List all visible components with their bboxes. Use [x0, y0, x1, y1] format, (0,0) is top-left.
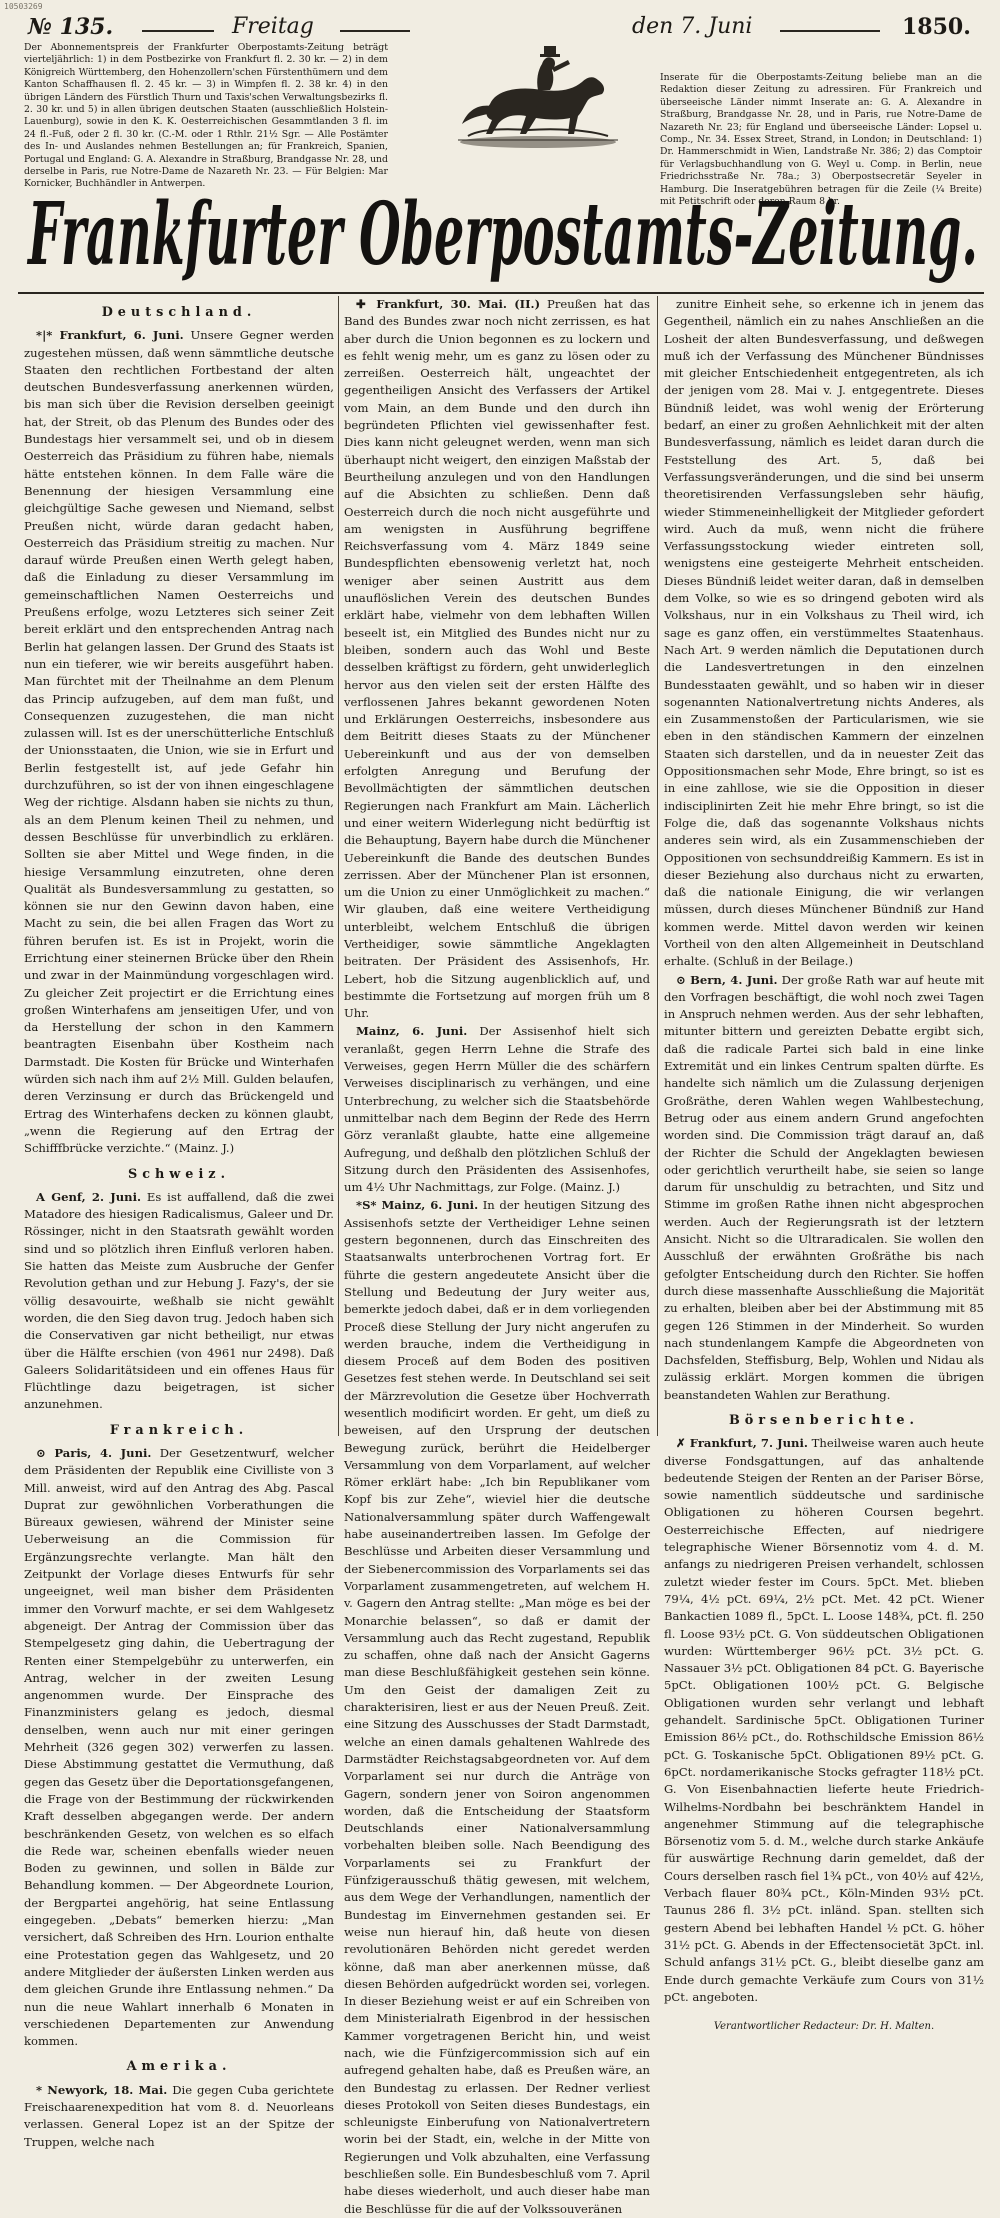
dateline: *|* Frankfurt, 6. Juni.	[36, 328, 184, 343]
header-rule	[142, 30, 214, 32]
header-rule	[340, 30, 410, 32]
article-text: Preußen hat das Band des Bundes zwar noch nicht zerrissen, es hat aber durch die Union begonnen es zu lockern und es fehlt wenig mehr, um es ganz zu lösen oder zu zerreißen. Oesterreich hält, ungeachtet der gegentheiligen Ansicht des Verfassers der Artikel vom Main, an dem Bunde und den durch ihn begründeten Pflichten viel gewissenhafter fest. Dies kann nicht geleugnet werden, wenn man sich überhaupt nicht weigert, den einzigen Maßstab der Beurtheilung anzulegen und von den Handlungen auf die Absichten zu schließen. Denn daß Oesterreich durch die noch nicht ausgeführte und am wenigsten in Ausführung begriffene Reichsverfassung vom 4. März 1849 seine Bundespflichten ebensowenig verletzt hat, noch weniger aber seinen Austritt aus dem unauflöslichen Verein des deutschen Bundes erklärt habe, vielmehr von dem lebhaften Willen beseelt ist, ein Mitglied des Bundes nicht nur zu bleiben, sondern auch das Wohl und Beste desselben kräftigst zu fördern, geht unwiderleglich hervor aus den vielen seit der ersten Hälfte des verflossenen Jahres bekannt gewordenen Noten und Erklärungen Oesterreichs, insbesondere aus dem Beitritt dieses Staats zu der Münchener Uebereinkunft und aus der von demselben erfolgten Anregung und Berufung der Bevollmächtigten der sämmtlichen deutschen Regierungen nach Frankfurt am Main. Lächerlich und einer weitern Widerlegung nicht bedürftig ist die Behauptung, Bayern habe durch die Münchener Uebereinkunft die Bande des deutschen Bundes zerrissen. Aber der Münchener Plan ist ersonnen, um die Union zu einer Unmöglichkeit zu machen.“ Wir glauben, daß eine weitere Vertheidigung unterbleibt, welchem Entschluß die übrigen Vertheidiger, sowie sämmtliche Angeklagten beitraten. Der Präsident des Assisenhofs, Hr. Lebert, hob die Sitzung augenblicklich auf, und bestimmte die Fortsetzung auf morgen früh um 8 Uhr.	[344, 297, 650, 1021]
section-heading: Schweiz.	[127, 1166, 231, 1182]
advertisement-info: Inserate für die Oberpostamts-Zeitung beliebe man an die Redaktion dieser Zeitung zu adressiren. Für Frankreich und überseeische Länder nimmt Inserate an: G. A. Alexandre in Straßburg, Brandgasse Nr. 28, und in Paris, rue Notre-Dame de Nazareth Nr. 23; für England und überseeische Länder: Lopsel u. Comp., Nr. 34. Essex Street, Strand, in London; in Deutschland: 1) Dr. Hammerschmidt in Wien, Landstraße Nr. 386; 2) das Comptoir für Verlagsbuchhandlung von G. Weyl u. Comp. in Berlin, neue Friedrichsstraße Nr. 78a.; 3) Oberpostsecretär Seyeler in Hamburg. Die Inseratgebühren betragen für die Zeile (¼ Breite) mit Petitschrift oder deren Raum 8 kr.	[660, 72, 982, 208]
masthead-rule	[18, 292, 984, 294]
dateline: ✗ Frankfurt, 7. Juni.	[676, 1436, 808, 1451]
article-paragraph	[664, 972, 984, 1404]
article-text: In der heutigen Sitzung des Assisenhofs setzte der Vertheidiger Lehne seinen gestern begonnenen, durch das Einschreiten des Staatsanwalts unterbrochenen Vortrag fort. Er führte die gestern angedeutete Ansicht über die Stellung und Bedeutung der Jury weiter aus, bemerkte jedoch dabei, daß er in dem vorliegenden Proceß diese Stellung der Jury nicht angerufen zu werden brauche, indem die Vertheidigung in diesem Proceß auf dem Boden des positiven Gesetzes fest stehen werde. In Deutschland sei seit der Märzrevolution die Gesetze über Hochverrath wesentlich modificirt worden. Er geht, um dieß zu beweisen, auf den Ursprung der deutschen Bewegung zurück, berührt die Heidelberger Versammlung von dem Vorparlament, auf welcher Römer erklärt habe: „Ich bin Republikaner vom Kopf bis zur Zehe“, wieviel hier die deutsche Nationalversammlung später durch Waffengewalt habe auseinandertreiben lassen. Im Gefolge der Beschlüsse und Arbeiten dieser Versammlung und der Siebenercommission des Vorparlaments sei das Vorparlament zusammengetreten, auf welchem H. v. Gagern den Antrag stellte: „Man möge es bei der Monarchie belassen“, so daß er damit der Versammlung auch das Recht zugestand, Republik zu schaffen, ohne daß nach der Ansicht Gagerns man diese Beschlußfähigkeit gestehen sein könne. Um den Geist der damaligen Zeit zu charakterisiren, liest er aus der Neuen Preuß. Zeit. eine Sitzung des Ausschusses der Stadt Darmstadt, welche an einen damals gehaltenen Wahlrede des Darmstädter Reichstagsabgeordneten vor. Auf dem Vorparlament sei nur durch die Anträge von Gagern, sondern jener von Soiron angenommen worden, daß die Entscheidung der Staatsform Deutschlands einer Nationalversammlung vorbehalten bleiben solle. Nach Beendigung des Vorparlaments sei zu Frankfurt der Fünfzigerausschuß thätig gewesen, mit welchem, aus dem Wege der Verhandlungen, namentlich der Bundestag im Einvernehmen gestanden sei. Er weise nun hierauf hin, daß heute von diesen revolutionären Behörden nicht geredet werden könne, daß man aber anerkennen müsse, daß diesen Behörden aufgedrückt worden sei, vorlegen. In dieser Beziehung weist er auf ein Schreiben von dem Ministerialrath Eigenbrod in der hessischen Kammer vorgetragenen Bericht hin, und weist nach, wie die Fünfzigercommission sich auf ein aufregend gehalten habe, daß es Preußen wäre, an den Bundestag zu erlassen. Der Redner verliest dieses Protokoll von Seiten dieses Bundestags, ein schleunigste Einberufung von Nationalvertretern worin bei der Stadt, ein, welche in der Mitte von Regierungen und Volk abzuhalten, eine Verfassung beschließen solle. Ein Bundesbeschluß vom 7. April habe dieses wiederholt, und auch dieser habe man die Beschlüsse für die auf der Volkssouveränen	[344, 1198, 651, 2216]
section-heading: Börsenberichte.	[728, 1413, 920, 1428]
column-divider	[338, 296, 339, 1436]
archive-id: 10503269	[4, 2, 43, 11]
dateline: * Newyork, 18. Mai.	[36, 2082, 168, 2097]
article-paragraph	[344, 296, 650, 1022]
dateline: Mainz, 6. Juni.	[356, 1024, 468, 1039]
article-text: Die gegen Cuba gerichtete Freischaarenexpedition hat vom 8. d. Neuorleans verlassen. General Lopez ist an der Spitze der Truppen, welche nach	[24, 2082, 334, 2149]
article-text: Der Gesetzentwurf, welcher dem Präsidenten der Republik eine Civilliste von 3 Mill. anweist, wird auf den Antrag des Abg. Pascal Duprat zur gewöhnlichen Vorberathungen die Büreaux gewiesen, während der Minister seine Ueberweisung an die Commission für Ergänzungsrechte verlangte. Man hält den Zeitpunkt der Vorlage dieses Entwurfs für sehr ungeeignet, weil man bisher dem Präsidenten immer den Vorwurf machte, er sei dem Wahlgesetz abgeneigt. Der Antrag der Commission über das Stempelgesetz ging dahin, die Uebertragung der Renten einer Stempelgebühr zu unterwerfen, ein Antrag, welcher in der zweiten Lesung angenommen wurde. Der Einsprache des Finanzministers gelang es jedoch, diesmal denselben, wenn auch nur mit einer geringen Mehrheit (326 gegen 302) verwerfen zu lassen. Diese Abstimmung gestattet die Vermuthung, daß gegen das Gesetz über die Deportationsgefangenen, die Frage von der Bestimmung der rückwirkenden Kraft desselben abgegangen werde. Der andern beschränkenden Gesetz, von welchen es so elfach die Rede war, scheinen ebenfalls wieder neuen Boden zu gewinnen, und sollen in Bälde zur Behandlung kommen. — Der Abgeordnete Lourion, der Bergpartei angehörig, hat seine Entlassung eingegeben. „Debats“ bemerken hierzu: „Man versichert, daß Schreiben des Hrn. Lourion enthalte eine Protestation gegen das Wahlgesetz, und 20 andere Mitglieder der äußersten Linken werden aus dem gleichen Grunde ihre Entlassung nehmen.“ Da nun die neue Wahlart innerhalb 6 Monaten in verschiedenen Departementen zur Anwendung kommen.	[24, 1446, 334, 2049]
article-text: Unsere Gegner werden zugestehen müssen, daß wenn sämmtliche deutsche Staaten den rechtlichen Fortbestand der alten deutschen Bundesverfassung anerkennen würden, bis man sich über die Revision derselben geeinigt hat, der Streit, ob das Plenum des Bundes oder des Bundestags hier versammelt sei, und ob in diesem Oesterreich das Präsidium zu führen habe, niemals hätte entstehen können. In dem Falle wäre die Benennung der hiesigen Versammlung eine gleichgültige Sache gewesen und Niemand, selbst Preußen nicht, würde daran gedacht haben, Oesterreich das Präsidium streitig zu machen. Nur darauf würde Preußen einen Werth gelegt haben, daß die Einladung zu dieser Versammlung im gemeinschaftlichen Namen Oesterreichs und Preußens erfolge, wozu Letzteres sich seiner Zeit bereit erklärt und den entsprechenden Antrag nach Berlin hat gelangen lassen. Der Grund des Staats ist nun ein tieferer, wie wir bereits ausgeführt haben. Man fürchtet mit der Theilnahme an dem Plenum das Princip aufzugeben, auf dem man fußt, und Consequenzen zuzugestehen, die man nicht zulassen will. Ist es der unerschütterliche Entschluß der Unionsstaaten, die Union, wie sie in Erfurt und Berlin festgestellt ist, auf jede Gefahr hin durchzuführen, so ist der von ihnen eingeschlagene Weg der richtige. Alsdann haben sie nichts zu thun, als an dem Plenum keinen Theil zu nehmen, und dessen Beschlüsse für unverbindlich zu erklären. Sollten sie aber Mittel und Wege finden, in die hiesige Versammlung einzutreten, ohne deren Qualität als Bundesversammlung zu gestatten, so können sie nur den Gewinn davon haben, eine Macht zu sein, die bei allen Fragen das Wort zu führen berufen ist. Es ist in Projekt, worin die Errichtung einer steinernen Brücke über den Rhein und zwar in der Mainmündung vorgeschlagen wird. Zu gleicher Zeit projectirt er die Errichtung eines großen Winterhafens am jenseitigen Ufer, und von da Herstellung der schon in den Kammern beantragten Eisenbahn über Kostheim nach Darmstadt. Die Kosten für Brücke und Winterhafen würden sich nach ihm auf 2½ Mill. Gulden belaufen, deren Verzinsung er durch das Brückengeld und Ertrag des Winterhafens decken zu können glaubt, „wenn die Regierung auf den Ertrag der Schifffbrücke verzichte.“ (Mainz. J.)	[24, 328, 334, 1156]
masthead-title	[18, 158, 988, 298]
article-paragraph	[664, 296, 984, 971]
article-text: Es ist auffallend, daß die zwei Matadore des hiesigen Radicalismus, Galeer und Dr. Rössinger, nicht in den Staatsrath gewählt worden sind und so plötzlich ihren Einfluß verloren haben. Sie hatten das Meiste zum Ausbruche der Genfer Revolution gethan und zur Hebung J. Fazy's, der sie völlig desavouirte, weßhalb sie nicht gewählt worden, die den Sieg davon trug. Jedoch haben sich die Conservativen gar nicht betheiligt, nur etwas über die Hälfte erschien (von 4961 nur 2498). Daß Galeers Solidaritätsideen und ein offenes Haus für Flüchtlinge dazu beigetragen, ist sicher anzunehmen.	[24, 1189, 334, 1412]
editor-credit: Verantwortlicher Redacteur: Dr. H. Malten.	[713, 2021, 935, 2033]
column-3	[664, 296, 984, 2033]
header-rule	[780, 30, 880, 32]
dateline: A Genf, 2. Juni.	[36, 1189, 142, 1204]
issue-date: den 7. Juni	[632, 14, 753, 39]
issue-day: Freitag	[232, 14, 314, 39]
column-2	[344, 296, 651, 2216]
dateline: ✚ Frankfurt, 30. Mai. (II.)	[356, 297, 541, 311]
article-paragraph	[24, 327, 334, 1157]
article-text: Der Assisenhof hielt sich veranlaßt, gegen Herrn Lehne die Strafe des Verweises, gegen Herrn Müller die des schärfern Verweises disciplinarisch zu verhängen, und eine Unterbrechung, zu welcher sich die Staatsbehörde unmittelbar nach dem Beginn der Rede des Herrn Görz veranlaßt glaubte, hatte eine allgemeine Aufregung, und deßhalb den plötzlichen Schluß der Sitzung durch den Präsidenten des Assisenhofes, um 4½ Uhr Nachmittags, zur Folge. (Mainz. J.)	[344, 1024, 650, 1195]
article-text: zunitre Einheit sehe, so erkenne ich in jenem das Gegentheil, nämlich ein zu nahes Anschließen an die Losheit der alten Bundesverfassung, und deßwegen muß ich der Verfassung des Münchener Bündnisses mit gleicher Entschiedenheit entgegentreten, als ich der jenigen vom 28. Mai v. J. entgegentrete. Dieses Bündniß leidet, was wohl wenig der Erörterung bedarf, an einer zu großen Aehnlichkeit mit der alten Bundesverfassung, nämlich es leidet daran durch die Feststellung des Art. 5, daß bei Verfassungsveränderungen, und die sind bei unserm theoretisirenden Verfassungsleben sehr häufig, wieder Stimmeneinhelligkeit der Mitglieder gefordert wird. Auch da muß, wenn nicht die frühere Verfassungsstockung wieder eintreten soll, wenigstens eine gesteigerte Mehrheit entscheiden. Dieses Bündniß leidet weiter daran, daß in demselben dem Volke, so wie es so dringend geboten wird als Volkshaus, nur in ein Volkshaus zu Theil wird, ich sage es ganz offen, ein verstümmeltes Staatenhaus. Nach Art. 9 werden nämlich die Deputationen durch die Landesvertretungen in den einzelnen Bundesstaaten gewählt, und so haben wir in dieser sogenannten Nationalvertretung nichts Anderes, als ein Zusammenstoßen der Particularismen, wie sie eben in den ständischen Kammern der einzelnen Staaten sich darstellen, und da in neuester Zeit das Oppositionsmachen sehr Mode, Ehre bringt, so ist es in eine zahllose, wie sie die Opposition in dieser indisciplinirten Zeit hie mehr Ehre bringt, so ist die Folge die, daß das sogenannte Volkshaus nichts anderes sein wird, als ein Zusammenschieben der Oppositionen von sechsunddreißig Kammern. Es ist in dieser Beziehung also durchaus nicht zu erwarten, daß die nationale Einigung, die wir verlangen müssen, durch dieses Münchener Bündniß zur Hand kommen werde. Mittel davon werden wir keinen Vortheil von den alten Allgemeinheit in Deutschland erhalte. (Schluß in der Beilage.)	[664, 297, 984, 969]
section-heading: Deutschland.	[101, 305, 257, 320]
masthead-text: Frankfurter Oberpostamts-Zeitung.	[26, 184, 979, 285]
column-divider	[657, 296, 658, 1436]
article-text: Theilweise waren auch heute diverse Fondsgattungen, auf das anhaltende bedeutende Steigen der Renten an der Pariser Börse, sowie namentlich süddeutsche und sardinische Obligationen zu höheren Coursen begehrt. Oesterreichische Effecten, auf niedrigere telegraphische Wiener Börsennotiz vom 4. d. M. anfangs zu niedrigeren Preisen verhandelt, schlossen zuletzt wieder fester im Cours. 5pCt. Met. blieben 79¼, 4½ pCt. 69¼, 2½ pCt. Met. 42 pCt. Wiener Bankactien 1089 fl., 5pCt. L. Loose 148¾, pCt. fl. 250 fl. Loose 93½ pCt. G. Von süddeutschen Obligationen wurden: Württemberger 96½ pCt. 3½ pCt. G. Nassauer 3½ pCt. Obligationen 84 pCt. G. Bayerische 5pCt. Obligationen 100½ pCt. G. Belgische Obligationen wurden sehr verlangt und lebhaft gehandelt. Sardinische 5pCt. Obligationen Turiner Emission 86½ pCt., do. Rothschildsche Emission 86½ pCt. G. Toskanische 5pCt. Obligationen 89½ pCt. G. 6pCt. nordamerikanische Stocks gefragter 118½ pCt. G. Von Eisenbahnactien lieferte heute Friedrich-Wilhelms-Nordbahn bei beschränktem Handel in angenehmer Stimmung auf die telegraphische Börsenotiz vom 5. d. M., welche durch starke Ankäufe für auswärtige Rechnung darin gemeldet, daß der Cours derselben rasch fiel 1¾ pCt., von 40½ auf 42½, Verbach flauer 80¾ pCt., Köln-Minden 93½ pCt. Taunus 286 fl. 3½ pCt. inländ. Span. stellten sich gestern Abend bei lebhaften Handel ½ pCt. G. höher 31½ pCt. G. Abends in der Effectensocietät 3pCt. inl. Schuld anfangs 31½ pCt. G., bleibt dieselbe ganz am Ende durch gemachte Verkäufe zum Cours von 31½ pCt. angeboten.	[664, 1436, 984, 2004]
section-heading: Amerika.	[126, 2059, 232, 2075]
article-paragraph	[24, 2082, 334, 2151]
article-paragraph	[344, 1023, 650, 1196]
subscription-info: Der Abonnementspreis der Frankfurter Oberpostamts-Zeitung beträgt vierteljährlich: 1) in dem Postbezirke von Frankfurt fl. 2. 30 kr. — 2) in dem Königreich Württemberg, den Hohenzollern'schen Fürstenthümern und dem Kanton Schaffhausen fl. 2. 45 kr. — 3) in Wimpfen fl. 2. 38 kr. 4) in den übrigen Ländern des Fürstlich Thurn und Taxis'schen Verwaltungsbezirks fl. 2. 30 kr. und 5) in allen übrigen deutschen Staaten (ausschließlich Holstein-Lauenburg), sowie in den K. K. Oesterreichischen Gesammtlanden 3 fl. im 24 fl.-Fuß, oder 2 fl. 30 kr. (C.-M. oder 1 Rthlr. 21½ Sgr. — Alle Postämter des In- und Auslandes nehmen Bestellungen an; für Frankreich, Spanien, Portugal und England: G. A. Alexandre in Straßburg, Brandgasse Nr. 28, und derselbe in Paris, rue Notre-Dame de Nazareth Nr. 23. — Für Belgien: Mar Kornicker, Buchhändler in Antwerpen.	[24, 42, 388, 190]
issue-year: 1850.	[902, 14, 971, 40]
dateline: ⊙ Bern, 4. Juni.	[676, 972, 778, 987]
post-rider-vignette	[438, 34, 638, 152]
article-paragraph	[344, 1197, 650, 2218]
dateline: ⊙ Paris, 4. Juni.	[36, 1446, 152, 1460]
horse-rider-icon	[438, 34, 638, 152]
section-heading: Frankreich.	[109, 1422, 249, 1438]
article-text: Der große Rath war auf heute mit den Vorfragen beschäftigt, die wohl noch zwei Tagen in Anspruch nehmen werden. Aus der sehr lebhaften, mitunter bittern und gereizten Debatte ergibt sich, daß die radicale Partei sich bald in eine linke Extremität und ein linkes Centrum spalten dürfte. Es handelte sich nämlich um die Zulassung derjenigen Großräthe, deren Wahlen wegen Wahlbestechung, Betrug oder aus einem andern Grund angefochten worden sind. Die Commission trägt darauf an, daß der Richter die Schuld der Angeklagten bewiesen oder gerichtlich verurtheilt habe, sie seien so lange darum für unschuldig zu betrachten, und Sitz und Stimme im großen Rathe ihnen nicht abgesprochen werden. Auch der Regierungsrath ist der letztern Ansicht. Nicht so die Ultraradicalen. Sie wollen den Ausschluß der erwähnten Großräthe bis nach gefolgter Entscheidung durch den Richter. Sie hoffen durch diese massenhafte Ausschließung die Majorität zu erhalten, bleiben aber bei der Abstimmung mit 85 gegen 126 Stimmen in der Minderheit. So wurden nach stundenlangem Kampfe die Abgeordneten von Dachsfelden, Steffisburg, Belp, Wohlen und Nidau als zulässig erklärt. Morgen kommen die übrigen beanstandeten Wahlen zur Berathung.	[664, 972, 984, 1402]
column-1	[24, 296, 334, 2149]
issue-number: № 135.	[28, 14, 114, 40]
article-paragraph	[664, 1435, 984, 2006]
article-paragraph	[24, 1189, 334, 1414]
dateline: *S* Mainz, 6. Juni.	[356, 1198, 479, 1213]
article-paragraph	[24, 1445, 334, 2050]
